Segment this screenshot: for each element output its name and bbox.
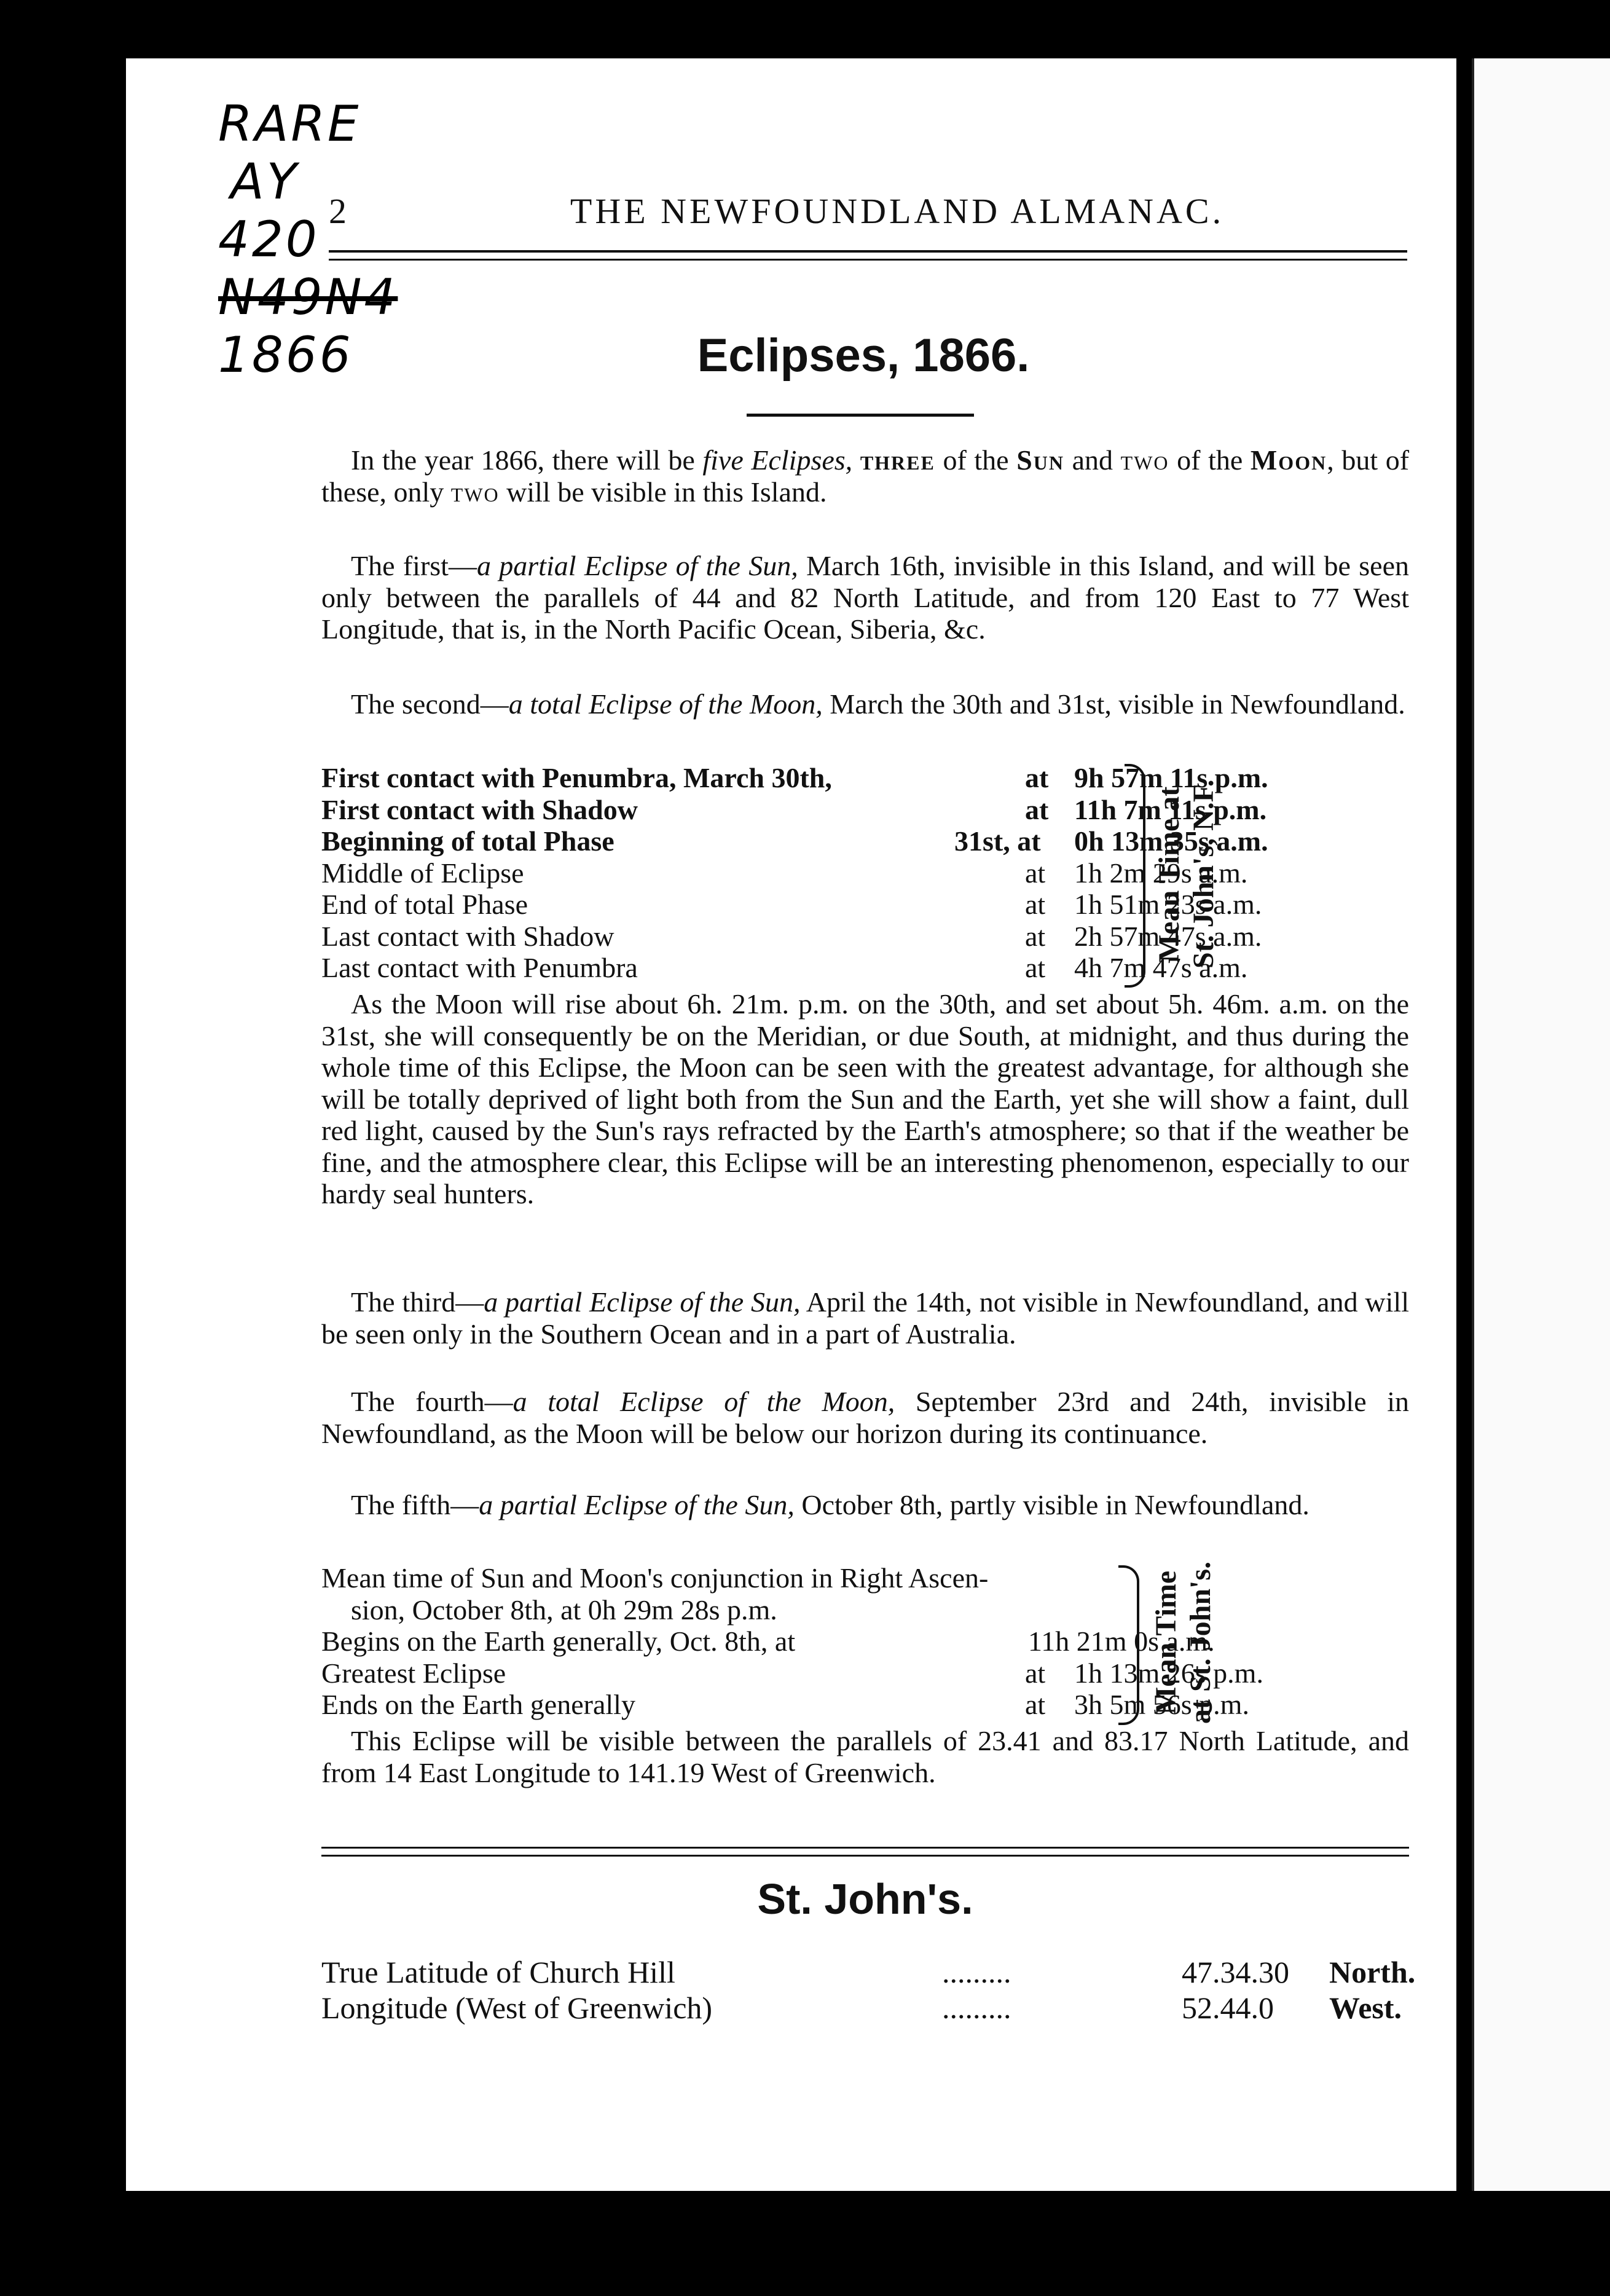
header-rule xyxy=(329,250,1407,261)
table-row: End of total Phase at 1h 51m 23s a.m. xyxy=(321,889,1262,920)
table-row: Beginning of total Phase 31st, at 0h 13m 35s a.m. xyxy=(321,825,1268,857)
longitude-row: Longitude (West of Greenwich) ......... 52.44.0 West. xyxy=(321,1991,1402,2025)
almanac-page xyxy=(126,58,1456,2191)
fifth-eclipse-paragraph: The fifth—a partial Eclipse of the Sun, October 8th, partly visible in Newfoundland. xyxy=(351,1489,1310,1520)
call-number-line: N49N4 xyxy=(218,269,398,326)
table-row: First contact with Penumbra, March 30th, at 9h 57m 11s p.m. xyxy=(321,762,1268,793)
table-row: Last contact with Shadow at 2h 57m 47s a.m. xyxy=(321,920,1262,952)
fourth-eclipse-paragraph: The fourth—a total Eclipse of the Moon, September 23rd and 24th, invisible in Newfoundland, as the Moon will be below our horizon during its continuance. xyxy=(321,1386,1410,1449)
call-number-line: 1866 xyxy=(218,326,353,383)
sun-table-brace xyxy=(1118,1565,1139,1725)
table-row: sion, October 8th, at 0h 29m 28s p.m. xyxy=(351,1594,777,1626)
moon-visibility-paragraph: As the Moon will rise about 6h. 21m. p.m. on the 30th, and set about 5h. 46m. a.m. on the 31st, she will consequently be on the Meridian, or due South, at midnight, and thus during the whole time of this Eclipse, the Moon can be seen with the greatest advantage, for although she will be totally deprived of light both from the Sun and the Earth, yet she will show a faint, dull red light, caused by the Sun's rays refracted by the Earth's atmosphere; so that if the weather be fine, and the atmosphere clear, this Eclipse will be an interesting phenomenon, especially to our hardy seal hunters. xyxy=(321,988,1409,1209)
table-row: Begins on the Earth generally, Oct. 8th, at 11h 21m 0s a.m. xyxy=(321,1626,1215,1657)
table-row: Greatest Eclipse at 1h 13m 26s p.m. xyxy=(321,1657,1263,1689)
fifth-visibility-paragraph: This Eclipse will be visible between the parallels of 23.41 and 83.17 North Latitude, and from 14 East Longitude to 141.19 West of Greenwich. xyxy=(321,1725,1409,1788)
moon-table-time-label: Mean Time at St. John's, N.F. xyxy=(1153,779,1220,969)
title-rule xyxy=(747,414,974,417)
running-header xyxy=(329,191,1343,258)
location-rule xyxy=(321,1847,1409,1857)
call-number-line: 420 xyxy=(218,211,320,268)
table-row: Middle of Eclipse at 1h 2m 29s a.m. xyxy=(321,857,1248,889)
moon-table-brace xyxy=(1125,764,1145,988)
adjacent-page-edge xyxy=(1472,58,1610,2191)
second-eclipse-paragraph: The second—a total Eclipse of the Moon, March the 30th and 31st, visible in Newfoundland. xyxy=(351,688,1405,720)
intro-paragraph: In the year 1866, there will be five Eclipses, three of the Sun and two of the Moon, but of these, only two will be visible in this Island. xyxy=(321,444,1410,508)
section-title: Eclipses, 1866. xyxy=(697,329,1030,382)
latitude-row: True Latitude of Church Hill ......... 47.34.30 North. xyxy=(321,1955,1416,1989)
page-number: 2 xyxy=(329,191,350,231)
almanac-title: THE NEWFOUNDLAND ALMANAC. xyxy=(570,191,1225,231)
sun-table-time-label: Mean Time at St. John's. xyxy=(1150,1561,1217,1724)
call-number-line: AY xyxy=(230,153,299,210)
table-row: Ends on the Earth generally at 3h 5m 56s p.m. xyxy=(321,1689,1249,1720)
table-row: Last contact with Penumbra at 4h 7m 47s a.m. xyxy=(321,952,1248,983)
third-eclipse-paragraph: The third—a partial Eclipse of the Sun, April the 14th, not visible in Newfoundland, and will be seen only in the Southern Ocean and in a part of Australia. xyxy=(321,1286,1409,1350)
table-row: Mean time of Sun and Moon's conjunction in Right Ascen- xyxy=(321,1562,989,1594)
call-number-line: RARE xyxy=(218,95,361,152)
first-eclipse-paragraph: The first—a partial Eclipse of the Sun, March 16th, invisible in this Island, and will be seen only between the parallels of 44 and 82 North Latitude, and from 120 East to 77 West Longitude, that is, in the North Pacific Ocean, Siberia, &c. xyxy=(321,550,1410,645)
location-title: St. John's. xyxy=(757,1875,973,1923)
table-row: First contact with Shadow at 11h 7m 11s p.m. xyxy=(321,793,1267,825)
